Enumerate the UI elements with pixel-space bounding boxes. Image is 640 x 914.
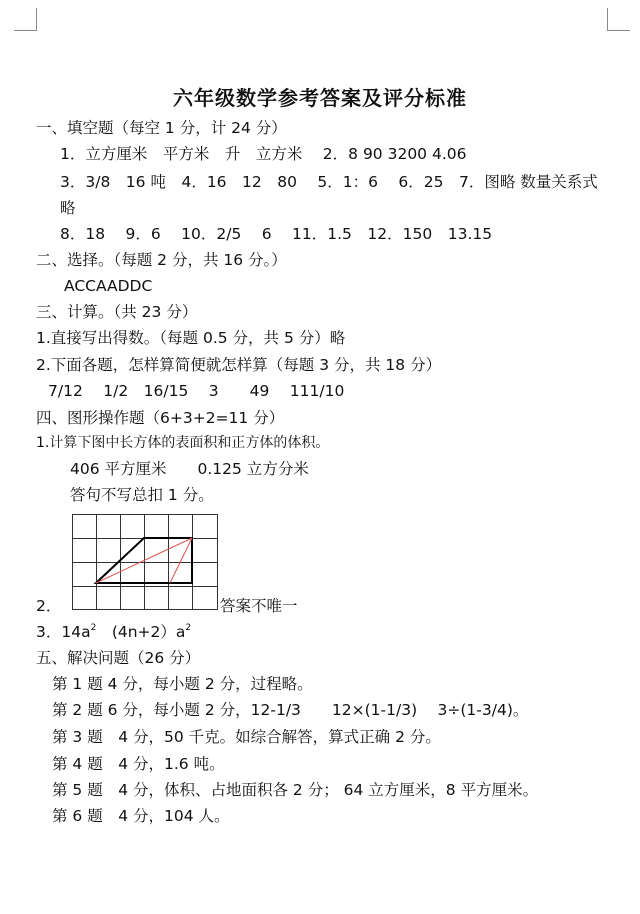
question-3-exponent-b: 2 — [185, 623, 192, 633]
page-title: 六年级数学参考答案及评分标准 — [173, 86, 467, 110]
section-1-row-2: 3．3/8 16 吨 4．16 12 80 5．1：6 6．25 7．图略 数量关系式 — [60, 173, 598, 191]
section-3-heading: 三、计算。（共 23 分） — [36, 303, 198, 321]
section-1-row-2-cont: 略 — [60, 199, 76, 217]
question-3-exponent-a: 2 — [90, 623, 97, 633]
section-1-row-3: 8．18 9．6 10．2/5 6 11．1.5 12．150 13.15 — [60, 225, 493, 243]
section-4-question-1-answer: 406 平方厘米 0.125 立方分米 — [70, 460, 309, 478]
section-4-question-1-note: 答句不写总扣 1 分。 — [70, 486, 214, 504]
section-3-part-2-answers: 7/12 1/2 16/15 3 49 111/10 — [48, 382, 345, 400]
section-4-question-3 — [36, 622, 191, 645]
section-3-part-1: 1.直接写出得数。（每题 0.5 分，共 5 分）略 — [36, 329, 346, 347]
section-4-heading: 四、图形操作题（6+3+2=11 分） — [36, 409, 285, 427]
question-3-expression-a: 3．14a — [36, 623, 91, 641]
question-3-expression-b: (4n+2）a — [96, 623, 186, 641]
crop-mark-top-right — [607, 8, 630, 31]
section-5-question-5: 第 5 题 4 分，体积、占地面积各 2 分； 64 立方厘米，8 平方厘米。 — [52, 781, 539, 799]
section-5-question-6: 第 6 题 4 分，104 人。 — [52, 807, 230, 825]
section-2-answers: ACCAADDC — [64, 277, 153, 295]
section-5-question-2: 第 2 题 6 分，每小题 2 分，12-1/3 12×(1-1/3) 3÷(1-3/4)。 — [52, 701, 529, 719]
section-5-question-1: 第 1 题 4 分，每小题 2 分，过程略。 — [52, 675, 313, 693]
crop-mark-top-left — [14, 8, 37, 31]
section-5-heading: 五、解决问题（26 分） — [36, 649, 201, 667]
section-1-heading: 一、填空题（每空 1 分，计 24 分） — [36, 119, 287, 137]
section-4-question-2-label: 2． — [36, 597, 62, 615]
section-2-heading: 二、选择。（每题 2 分，共 16 分。） — [36, 251, 287, 269]
section-1-row-1: 1．立方厘米 平方米 升 立方米 2．8 90 3200 4.06 — [60, 145, 467, 163]
section-4-question-1: 1.计算下图中长方体的表面积和正方体的体积。 — [36, 435, 330, 451]
trapezoid-grid-diagram — [72, 514, 218, 610]
section-3-part-2: 2.下面各题，怎样算简便就怎样算（每题 3 分，共 18 分） — [36, 356, 442, 374]
section-5-question-4: 第 4 题 4 分，1.6 吨。 — [52, 755, 225, 773]
section-5-question-3: 第 3 题 4 分，50 千克。如综合解答，算式正确 2 分。 — [52, 728, 441, 746]
section-4-question-2-note: 答案不唯一 — [220, 597, 298, 615]
